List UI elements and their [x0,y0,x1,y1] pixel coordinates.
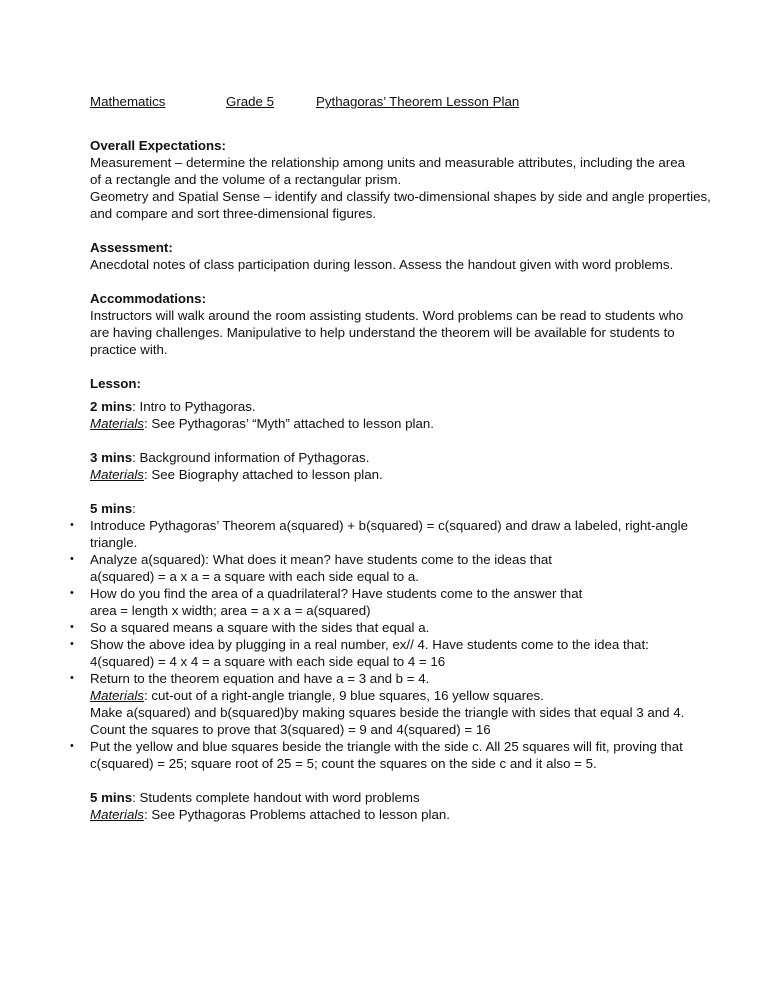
bullet-item [70,619,430,636]
accommodations-heading: Accommodations: [90,291,206,306]
lesson-heading: Lesson: [90,376,141,391]
lesson-segment [90,398,256,415]
lesson-segment [90,789,420,806]
bullet-item [70,738,683,755]
materials-text: : See Biography attached to lesson plan. [143,467,383,482]
assessment-heading: Assessment: [90,240,173,255]
segment-time: 5 mins [90,790,133,805]
expectation-line: Geometry and Spatial Sense – identify and classify two-dimensional shapes by side and angle properties, [90,189,711,204]
bullet-text: Return to the theorem equation and have a = 3 and b = 4. [90,671,430,686]
bullet-text: How do you find the area of a quadrilateral? Have students come to the answer that [90,586,583,601]
materials-label: Materials [90,807,144,822]
bullet-icon: • [70,553,74,565]
assessment-text: Anecdotal notes of class participation during lesson. Assess the handout given with word problems. [90,257,674,272]
materials-label: Materials [90,416,144,431]
expectation-line: of a rectangle and the volume of a rectangular prism. [90,172,402,187]
bullet-item [70,670,430,687]
bullet-continuation: area = length x width; area = a x a = a(squared) [90,603,371,618]
subject-label: Mathematics [90,94,166,109]
segment-desc: : [132,501,136,516]
overall-expectations-heading: Overall Expectations: [90,138,226,153]
document-header [90,94,710,111]
bullet-text: So a squared means a square with the sides that equal a. [90,620,430,635]
bullet-continuation: c(squared) = 25; square root of 25 = 5; count the squares on the side c and it also = 5. [90,756,597,771]
segment-materials [90,806,450,823]
bullet-icon: • [70,638,74,650]
segment-desc: : Students complete handout with word problems [132,790,420,805]
materials-text: : cut-out of a right-angle triangle, 9 blue squares, 16 yellow squares. [143,688,544,703]
materials-label: Materials [90,688,144,703]
bullet-icon: • [70,672,74,684]
segment-time: 3 mins [90,450,133,465]
materials-text: : See Pythagoras Problems attached to lesson plan. [143,807,450,822]
bullet-icon: • [70,740,74,752]
segment-materials [90,466,383,483]
segment-time: 2 mins [90,399,133,414]
lesson-segment [90,500,136,517]
bullet-continuation: Make a(squared) and b(squared)by making squares beside the triangle with sides that equal 3 and 4. [90,705,685,720]
document-title: Pythagoras’ Theorem Lesson Plan [316,94,520,109]
bullet-text: Put the yellow and blue squares beside the triangle with the side c. All 25 squares will fit, proving that [90,739,683,754]
bullet-icon: • [70,587,74,599]
accommodations-text: practice with. [90,342,168,357]
bullet-continuation: 4(squared) = 4 x 4 = a square with each side equal to 4 = 16 [90,654,446,669]
bullet-text: Introduce Pythagoras’ Theorem a(squared) + b(squared) = c(squared) and draw a labeled, right-angle [90,518,688,533]
segment-time: 5 mins [90,501,133,516]
accommodations-text: Instructors will walk around the room assisting students. Word problems can be read to students who [90,308,684,323]
materials-text: : See Pythagoras’ “Myth” attached to lesson plan. [143,416,434,431]
bullet-continuation: a(squared) = a x a = a square with each side equal to a. [90,569,419,584]
bullet-text: Show the above idea by plugging in a real number, ex// 4. Have students come to the idea that: [90,637,649,652]
bullet-materials [90,687,544,704]
segment-desc: : Background information of Pythagoras. [132,450,370,465]
accommodations-text: are having challenges. Manipulative to help understand the theorem will be available for students to [90,325,675,340]
bullet-item [70,636,649,653]
bullet-icon: • [70,621,74,633]
bullet-text: Analyze a(squared): What does it mean? have students come to the ideas that [90,552,552,567]
bullet-item [70,517,688,534]
bullet-icon: • [70,519,74,531]
bullet-continuation: Count the squares to prove that 3(squared) = 9 and 4(squared) = 16 [90,722,491,737]
lesson-segment [90,449,369,466]
materials-label: Materials [90,467,144,482]
bullet-item [70,551,552,568]
expectation-line: Measurement – determine the relationship among units and measurable attributes, including the area [90,155,686,170]
grade-label: Grade 5 [226,94,275,109]
segment-materials [90,415,434,432]
bullet-continuation: triangle. [90,535,138,550]
segment-desc: : Intro to Pythagoras. [132,399,256,414]
expectation-line: and compare and sort three-dimensional figures. [90,206,377,221]
bullet-item [70,585,583,602]
